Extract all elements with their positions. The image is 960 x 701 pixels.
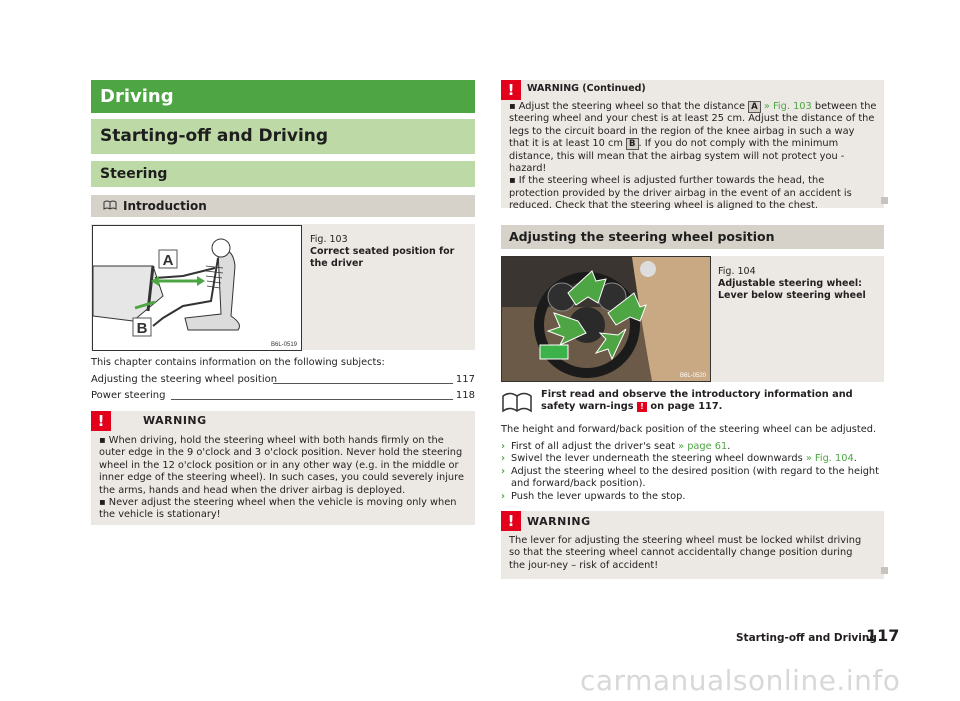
intro-heading xyxy=(91,195,475,217)
intro-heading-label: Introduction xyxy=(123,199,207,213)
warning-title: WARNING xyxy=(527,515,591,528)
warning-item: ▪ Never adjust the steering wheel when the vehicle is moving only when the vehicle is stationary! xyxy=(99,497,457,521)
fig104-number: Fig. 104 xyxy=(718,266,756,277)
toc-item[interactable] xyxy=(91,390,475,404)
book-icon xyxy=(501,391,533,417)
read-first-note xyxy=(501,389,884,417)
fig-reference-link[interactable]: » Fig. 104 xyxy=(805,453,854,465)
figure-103-caption xyxy=(310,234,470,270)
chapter-title: Driving xyxy=(91,80,475,113)
figure-104-caption xyxy=(718,266,880,302)
book-icon xyxy=(103,195,117,217)
warning-text: The lever for adjusting the steering wheel must be locked whilst driving so that the steering wheel cannot accidentally change position during the jour-ney – risk of accident! xyxy=(509,535,862,571)
warning-icon: ! xyxy=(637,402,647,412)
step-item: › First of all adjust the driver's seat » page 61. xyxy=(501,441,731,452)
figure-104-image xyxy=(501,256,711,382)
warning-item: ▪ Adjust the steering wheel so that the distance A » Fig. 103 between the steering wheel and your chest is at least 25 cm. Adjust the distance of the legs to the circuit board in the region of the knee airbag in such a way that it is at least 10 cm B . If you do not comply with the minimum distance, this will mean that the airbag system will not protect you - hazard! xyxy=(509,101,877,175)
toc-item-page: 118 xyxy=(455,390,475,401)
warning-title: WARNING xyxy=(143,414,207,427)
subsection-title: Steering xyxy=(91,161,475,187)
warning-icon: ! xyxy=(501,80,521,100)
section-end-marker xyxy=(881,197,888,204)
toc-intro: This chapter contains information on the following subjects: xyxy=(91,357,385,368)
read-first-text: First read and observe the introductory information and safety warn-ings ! on page 117. xyxy=(541,389,853,413)
warning-text xyxy=(99,435,469,522)
steps-list xyxy=(501,441,884,503)
fig-reference-link[interactable]: » Fig. 103 xyxy=(763,101,812,112)
label-b-box: B xyxy=(626,138,638,150)
warning-continued-box xyxy=(501,80,884,212)
label-a-box: A xyxy=(748,101,761,113)
toc-item[interactable] xyxy=(91,374,475,388)
toc-item-title: Power steering xyxy=(91,390,166,401)
warning-item: ▪ If the steering wheel is adjusted further towards the head, the protection provided by the driver airbag in the event of an accident is reduced. Check that the steering wheel is aligned to the chest. xyxy=(509,175,852,212)
warning-icon: ! xyxy=(501,511,521,531)
heading-adjust-steering: Adjusting the steering wheel position xyxy=(501,225,884,249)
fig103-label-a: A xyxy=(162,252,174,269)
step-item: › Adjust the steering wheel to the desired position (with regard to the height and forward/back position). xyxy=(501,465,879,490)
page-number: 117 xyxy=(866,626,900,645)
fig103-number: Fig. 103 xyxy=(310,234,348,245)
fig104-code: B6L-0520 xyxy=(680,373,707,379)
toc-item-page: 117 xyxy=(455,374,475,385)
warning-box xyxy=(91,411,475,525)
warning-box xyxy=(501,511,884,579)
fig103-label-b: B xyxy=(136,320,148,337)
step-item: › Swivel the lever underneath the steering wheel downwards » Fig. 104. xyxy=(501,453,857,465)
warning-continued-title: WARNING (Continued) xyxy=(527,83,646,94)
section-end-marker xyxy=(881,567,888,574)
page-reference-link[interactable]: » page 61 xyxy=(678,441,728,452)
step-item: › Push the lever upwards to the stop. xyxy=(501,490,686,502)
footer-section: Starting-off and Driving xyxy=(736,632,877,644)
fig103-code: B6L-0519 xyxy=(271,342,298,348)
toc-item-title: Adjusting the steering wheel position xyxy=(91,374,278,385)
warning-item: ▪ When driving, hold the steering wheel with both hands firmly on the outer edge in the 9 o'clock and 3 o'clock position. Never hold the steering wheel in the 12 o'clock position or in any other way (e.g. in the middle or inner edge of the steering wheel). In such cases, you could severely injure the arms, hands and head when the driver airbag is deployed. xyxy=(99,435,464,496)
watermark: carmanualsonline.info xyxy=(580,664,901,697)
figure-103-image xyxy=(92,225,302,351)
warning-icon: ! xyxy=(91,411,111,431)
warning-continued-text xyxy=(509,101,877,213)
paragraph-adjust: The height and forward/back position of the steering wheel can be adjusted. xyxy=(501,424,877,435)
fig103-caption-text: Correct seated position for the driver xyxy=(310,246,455,269)
section-title: Starting-off and Driving xyxy=(91,119,475,154)
fig104-caption-text: Adjustable steering wheel: Lever below steering wheel xyxy=(718,278,866,301)
